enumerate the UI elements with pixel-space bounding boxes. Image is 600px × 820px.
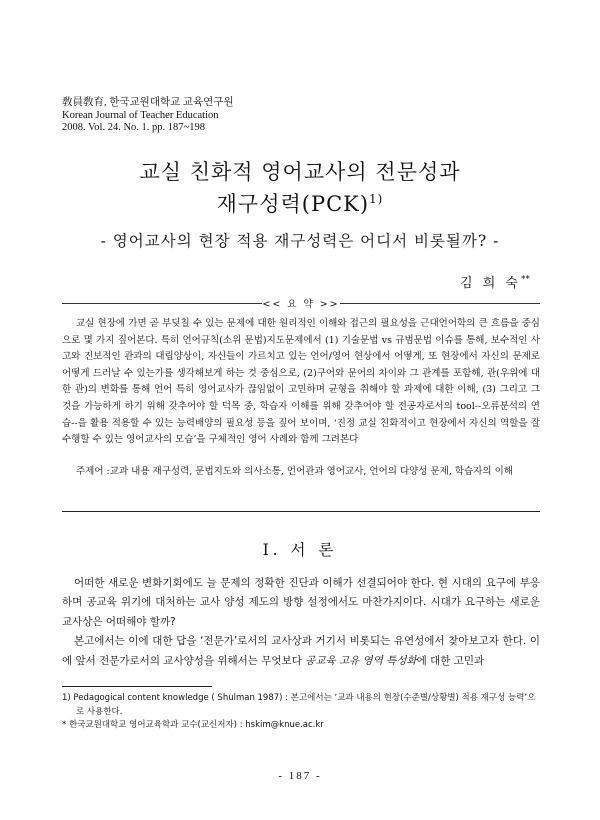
journal-volume: 2008. Vol. 24. No. 1. pp. 187~198	[62, 122, 205, 133]
journal-info	[62, 97, 234, 135]
title-line-2-text: 재구성력(PCK)	[216, 192, 370, 216]
abstract-text: 교실 현장에 가면 곧 부딪칠 수 있는 문제에 대한 원리적인 이해와 접근의 필요성을 근대언어학의 큰 흐름을 중심으로 몇 가지 짚어본다. 특히 언어규칙(소위 문법)지도문제에서 (1) 기술문법 vs 규범문법 이슈를 통해, 보수적인 사고와 진보적인 관과의 대립양상이, 자신들이 가르치고 있는 언어/영어 현상에서 어떻게, 또 현장에서 자신의 문제로 어떻게 드러날 수 있는가를 생각해보게 하는 것 중심으로, (2)구어와 문어의 차이와 그 관계를 포함해, 관(우위에 대한 관)의 변화를 통해 언어 특히 영어교사가 끊임없이 고민하며 균형을 취해야 할 과제에 대한 이해, (3) 그리고 그 것을 가능하게 하기 위해 갖추어야 할 덕목 중, 학습자 이해를 위해 갖추어야 할 전공자로서의 tool--오류분석의 연습--을 활용 적용할 수 있는 능력배양의 필요성 등을 짚어 보이며, ‘진정 교실 친화적이고 현장에서 자신의 역할을 잘 수행할 수 있는 영어교사의 모습’을 구체적인 영어 사례와 함께 그려본다	[62, 318, 540, 446]
footnote-author: * 한국교원대학교 영어교육학과 교수(교신저자) : hskim@knue.ac.kr	[62, 720, 324, 730]
title-line-2	[0, 188, 600, 218]
body-paragraph-2-end: 에 대한 고민과	[416, 654, 485, 667]
page-number: - 187 -	[278, 770, 322, 782]
footnote-rule	[62, 686, 212, 687]
body-paragraph-2-italic: 공교육 고유 영역 특성화	[305, 654, 417, 667]
body-paragraph-2	[62, 632, 540, 671]
footnotes	[62, 692, 540, 733]
section-heading: Ⅰ. 서 론	[262, 541, 338, 559]
keywords	[76, 464, 540, 480]
footnote-1: 1) Pedagogical content knowledge ( Shulman 1987) : 본고에서는 ‘교과 내용의 현장(수준별/상황별) 적용 재구성 능력’으로 사용한다.	[62, 693, 536, 717]
abstract-rule-right	[340, 303, 540, 304]
title-line-1: 교실 친화적 영어교사의 전문성과	[139, 160, 461, 184]
abstract-heading	[62, 296, 540, 310]
abstract-divider	[62, 511, 540, 512]
journal-name-korean: 敎員敎育, 한국교원대학교 교육연구원	[62, 97, 234, 108]
abstract-title: << 요 약 >>	[262, 299, 340, 310]
subtitle: - 영어교사의 현장 적용 재구성력은 어디서 비롯될까? -	[100, 232, 500, 250]
keywords-value: 교과 내용 재구성력, 문법지도와 의사소통, 언어관과 영어교사, 언어의 다양성 문제, 학습자의 이해	[109, 466, 513, 477]
body-text	[62, 574, 540, 671]
title-footnote-mark: 1)	[369, 192, 384, 206]
abstract-rule-left	[62, 303, 262, 304]
body-paragraph-1: 어떠한 새로운 변화기회에도 늘 문제의 정확한 진단과 이해가 선결되어야 한다. 현 시대의 요구에 부응하며 공교육 위기에 대처하는 교사 양성 제도의 방향 설정에서도 마찬가지이다. 시대가 요구하는 새로운 교사상은 어떠해야 할까?	[62, 577, 540, 628]
body-paragraph-2-start: 본고에서는 이에 대한 답을 ‘전문가’로서의 교사상과 거기서 비롯되는 유연성에서 찾아보고자 한다. 이에 앞서 전문가로서의 교사양성을 위해서는 무엇보다	[62, 635, 540, 667]
abstract	[62, 316, 540, 449]
author-mark: **	[521, 274, 530, 285]
journal-name-english: Korean Journal of Teacher Education	[62, 109, 219, 121]
keywords-label: 주제어 :	[76, 466, 110, 477]
author-name: 김 희 숙	[460, 276, 521, 291]
author	[460, 272, 530, 291]
